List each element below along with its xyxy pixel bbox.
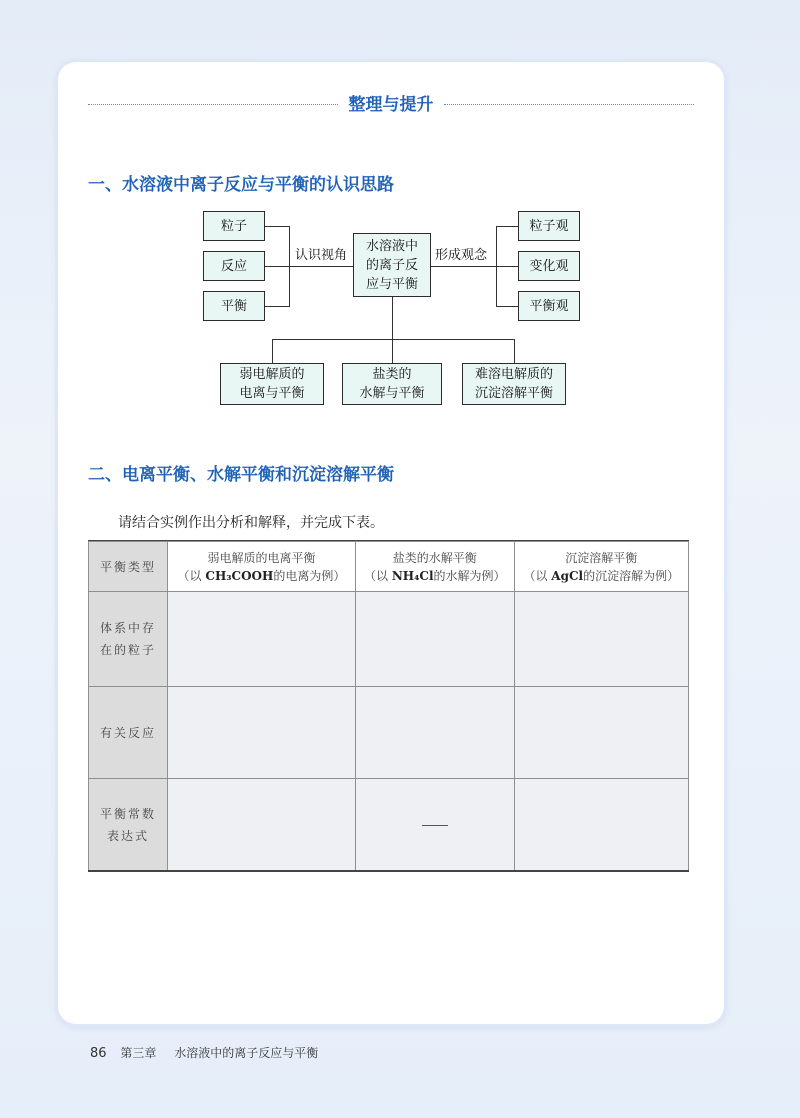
row-header: 平衡常数 表达式 xyxy=(89,779,168,871)
formula: CH₃COOH xyxy=(205,568,274,583)
diagram-label-concept: 形成观念 xyxy=(432,248,490,264)
section2-heading: 二、电离平衡、水解平衡和沉淀溶解平衡 xyxy=(88,465,394,485)
column-title: 弱电解质的电离平衡 xyxy=(207,550,316,565)
column-subtitle: （以 CH₃COOH的电离为例） xyxy=(177,568,346,583)
answer-cell[interactable] xyxy=(355,592,514,687)
formula: NH₄Cl xyxy=(391,568,434,583)
diagram-label-perspective: 认识视角 xyxy=(292,248,350,264)
center-line: 的离子反 xyxy=(365,257,418,273)
connector-line xyxy=(392,297,393,339)
formula: AgCl xyxy=(551,568,584,583)
box-line: 水解与平衡 xyxy=(359,386,425,401)
diagram-left-box-particle: 粒子 xyxy=(203,211,265,241)
connector-line xyxy=(265,226,289,227)
center-line: 水溶液中 xyxy=(365,238,418,254)
page-footer xyxy=(90,1044,318,1061)
instruction-text: 请结合实例作出分析和解释，并完成下表。 xyxy=(118,515,384,531)
diagram-right-box-particle-view: 粒子观 xyxy=(518,211,580,241)
diagram-right-box-equilibrium-view: 平衡观 xyxy=(518,291,580,321)
table-column-header xyxy=(168,542,356,592)
table-row xyxy=(89,592,689,687)
box-line: 沉淀溶解平衡 xyxy=(474,386,553,401)
connector-line xyxy=(514,339,515,363)
center-line: 应与平衡 xyxy=(365,276,418,292)
not-applicable-cell xyxy=(355,779,514,871)
column-title: 沉淀溶解平衡 xyxy=(565,550,638,565)
chapter-label: 第三章 xyxy=(120,1046,157,1060)
box-line: 电离与平衡 xyxy=(239,386,305,401)
section-banner xyxy=(88,92,694,118)
box-line: 盐类的 xyxy=(372,367,412,382)
diagram-left-box-equilibrium: 平衡 xyxy=(203,291,265,321)
connector-line xyxy=(272,339,514,340)
answer-cell[interactable] xyxy=(168,592,356,687)
column-subtitle: （以 NH₄Cl的水解为例） xyxy=(363,568,506,583)
diagram-bottom-box-hydrolysis xyxy=(342,363,442,405)
answer-cell[interactable] xyxy=(514,779,688,871)
table-column-header xyxy=(355,542,514,592)
column-title: 盐类的水解平衡 xyxy=(392,550,477,565)
box-line: 弱电解质的 xyxy=(239,367,305,382)
diagram-right-box-change-view: 变化观 xyxy=(518,251,580,281)
diagram-bottom-box-ionization xyxy=(220,363,324,405)
answer-cell[interactable] xyxy=(168,687,356,779)
table-row xyxy=(89,687,689,779)
answer-cell[interactable] xyxy=(168,779,356,871)
connector-line xyxy=(496,306,518,307)
answer-cell[interactable] xyxy=(355,687,514,779)
connector-line xyxy=(496,226,518,227)
diagram-bottom-box-dissolution xyxy=(462,363,566,405)
table-header-row xyxy=(89,542,689,592)
row-header: 体系中存 在的粒子 xyxy=(89,592,168,687)
connector-line xyxy=(265,266,289,267)
connector-line xyxy=(272,339,273,363)
row-header: 有关反应 xyxy=(89,687,168,779)
table-row xyxy=(89,779,689,871)
table-column-header xyxy=(514,542,688,592)
section1-heading: 一、水溶液中离子反应与平衡的认识思路 xyxy=(88,175,394,195)
column-subtitle: （以 AgCl的沉淀溶解为例） xyxy=(523,568,680,583)
page-number: 86 xyxy=(90,1046,107,1061)
connector-line xyxy=(431,266,497,267)
answer-cell[interactable] xyxy=(514,592,688,687)
banner-dotted-line-right xyxy=(444,104,694,105)
table-bottom-rule xyxy=(88,870,689,872)
connector-line xyxy=(265,306,289,307)
chapter-title: 水溶液中的离子反应与平衡 xyxy=(174,1046,319,1060)
diagram-center-box xyxy=(353,233,431,297)
answer-cell[interactable] xyxy=(514,687,688,779)
equilibrium-table xyxy=(88,541,689,871)
banner-title: 整理与提升 xyxy=(348,95,434,115)
table-corner-cell: 平衡类型 xyxy=(89,542,168,592)
diagram-left-box-reaction: 反应 xyxy=(203,251,265,281)
connector-line xyxy=(496,266,518,267)
dash-mark xyxy=(422,825,448,826)
connector-line xyxy=(392,339,393,363)
connector-line xyxy=(289,266,353,267)
box-line: 难溶电解质的 xyxy=(474,367,553,382)
